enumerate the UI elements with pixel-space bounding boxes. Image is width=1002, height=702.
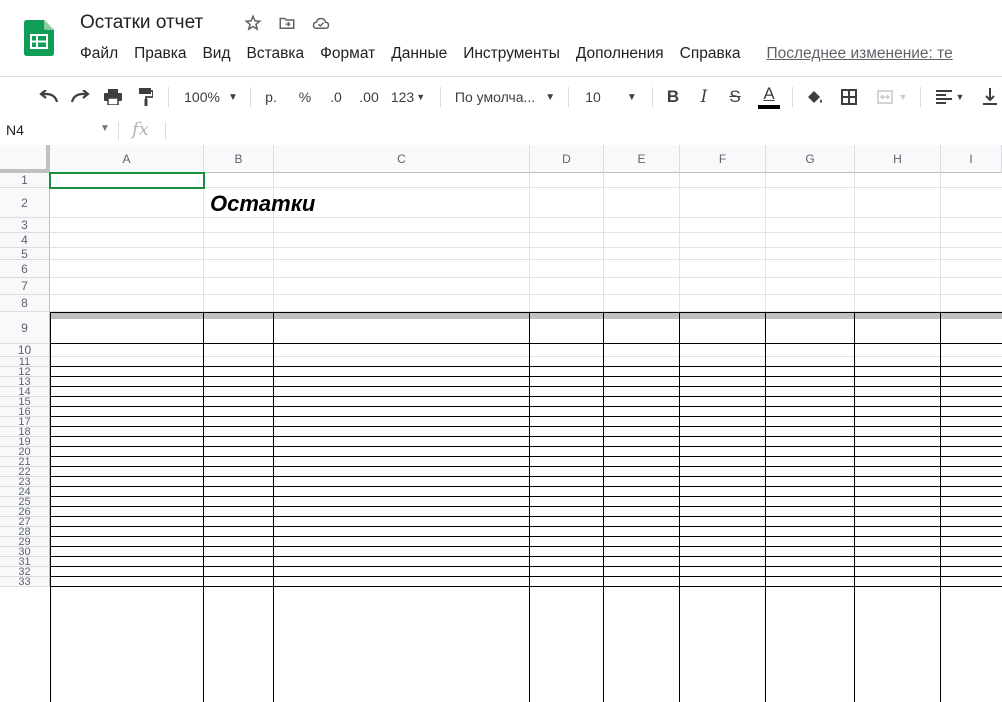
row-header-31[interactable]: 31 <box>0 557 50 567</box>
merge-cells-icon[interactable] <box>870 77 914 117</box>
table-border <box>940 312 941 702</box>
chevron-down-icon: ▼ <box>416 92 426 102</box>
table-border <box>765 312 766 702</box>
column-header-f[interactable]: F <box>680 145 766 173</box>
row-header-4[interactable]: 4 <box>0 233 50 248</box>
row-header-6[interactable]: 6 <box>0 260 50 278</box>
chevron-down-icon: ▼ <box>227 91 238 103</box>
move-folder-icon[interactable] <box>276 12 298 34</box>
chevron-down-icon: ▼ <box>626 91 637 103</box>
zoom-select[interactable] <box>180 77 242 117</box>
row-header-15[interactable]: 15 <box>0 397 50 407</box>
print-icon[interactable] <box>100 77 126 117</box>
function-icon: fx <box>132 119 149 140</box>
row-header-8[interactable]: 8 <box>0 295 50 312</box>
title-bar <box>0 0 1002 76</box>
table-border <box>50 396 1002 397</box>
bold-button[interactable]: B <box>666 87 680 106</box>
table-border <box>50 506 1002 507</box>
table-border <box>50 476 1002 477</box>
row-header-30[interactable]: 30 <box>0 547 50 557</box>
horizontal-align-icon[interactable] <box>930 77 970 117</box>
table-border <box>50 586 1002 587</box>
column-header-e[interactable]: E <box>604 145 680 173</box>
gridline <box>50 217 1002 218</box>
row-header-25[interactable]: 25 <box>0 497 50 507</box>
table-border <box>203 312 204 702</box>
decrease-decimal-button[interactable]: .0 <box>330 89 342 105</box>
row-header-21[interactable]: 21 <box>0 457 50 467</box>
menu-data[interactable]: Данные <box>391 45 448 62</box>
table-border <box>50 576 1002 577</box>
column-header-d[interactable]: D <box>530 145 604 173</box>
row-header-10[interactable]: 10 <box>0 344 50 357</box>
last-edit-link[interactable]: Последнее изменение: те <box>766 45 953 62</box>
table-border <box>50 456 1002 457</box>
column-header-a[interactable]: A <box>50 145 204 173</box>
table-border <box>50 446 1002 447</box>
font-size-select[interactable] <box>578 77 644 117</box>
table-border <box>50 496 1002 497</box>
chevron-down-icon: ▼ <box>545 91 556 103</box>
table-border <box>854 312 855 702</box>
menu-tools[interactable]: Инструменты <box>463 45 560 62</box>
vertical-align-icon[interactable] <box>978 77 1002 117</box>
column-header-g[interactable]: G <box>766 145 855 173</box>
table-border <box>50 526 1002 527</box>
currency-format-button[interactable]: р. <box>265 89 277 105</box>
table-border <box>50 556 1002 557</box>
row-header-22[interactable]: 22 <box>0 467 50 477</box>
table-border <box>50 343 1002 344</box>
row-header-32[interactable]: 32 <box>0 567 50 577</box>
menu-insert[interactable]: Вставка <box>246 45 305 62</box>
table-border <box>50 416 1002 417</box>
chevron-down-icon: ▼ <box>898 92 908 102</box>
name-box[interactable]: N4 <box>6 122 24 138</box>
percent-format-button[interactable]: % <box>298 89 312 105</box>
table-border <box>50 486 1002 487</box>
menu-bar <box>80 45 953 63</box>
row-header-11[interactable]: 11 <box>0 357 50 367</box>
table-header-band <box>50 312 1002 319</box>
document-title[interactable]: Остатки отчет <box>80 12 204 33</box>
menu-view[interactable]: Вид <box>202 45 231 62</box>
italic-button[interactable]: I <box>700 87 708 107</box>
row-header-23[interactable]: 23 <box>0 477 50 487</box>
paint-format-icon[interactable] <box>133 77 159 117</box>
row-header-29[interactable]: 29 <box>0 537 50 547</box>
row-header-2[interactable]: 2 <box>0 188 50 218</box>
table-border <box>50 312 1002 313</box>
table-border <box>50 566 1002 567</box>
gridline <box>50 277 1002 278</box>
font-family-value: По умолча... <box>454 89 536 105</box>
column-header-h[interactable]: H <box>855 145 941 173</box>
row-header-17[interactable]: 17 <box>0 417 50 427</box>
table-border <box>50 366 1002 367</box>
row-header-20[interactable]: 20 <box>0 447 50 457</box>
toolbar <box>0 76 1002 118</box>
row-header-7[interactable]: 7 <box>0 278 50 295</box>
table-border <box>50 546 1002 547</box>
column-header-b[interactable]: B <box>204 145 274 173</box>
font-family-select[interactable] <box>450 77 560 117</box>
selected-cell[interactable] <box>49 172 205 189</box>
name-box-dropdown-icon[interactable]: ▼ <box>100 123 110 134</box>
text-color-swatch <box>758 105 780 109</box>
chevron-down-icon: ▼ <box>955 92 965 102</box>
table-border <box>50 516 1002 517</box>
more-formats-label: 123 <box>390 89 415 105</box>
row-header-19[interactable]: 19 <box>0 437 50 447</box>
report-title: Остатки <box>210 192 316 216</box>
star-icon[interactable] <box>242 12 264 34</box>
cloud-saved-icon[interactable] <box>310 12 332 34</box>
table-border <box>50 312 51 702</box>
row-header-1[interactable]: 1 <box>0 173 50 188</box>
menu-format[interactable]: Формат <box>320 45 376 62</box>
row-header-27[interactable]: 27 <box>0 517 50 527</box>
table-border <box>50 436 1002 437</box>
row-header-12[interactable]: 12 <box>0 367 50 377</box>
row-header-26[interactable]: 26 <box>0 507 50 517</box>
table-border <box>50 406 1002 407</box>
menu-addons[interactable]: Дополнения <box>575 45 664 62</box>
spreadsheet-grid[interactable] <box>0 145 1002 702</box>
table-border <box>50 536 1002 537</box>
redo-icon[interactable] <box>67 77 93 117</box>
zoom-value: 100% <box>184 89 220 105</box>
undo-icon[interactable] <box>36 77 62 117</box>
row-header-33[interactable]: 33 <box>0 577 50 587</box>
select-all-corner[interactable] <box>0 145 50 173</box>
formula-bar <box>0 117 1002 146</box>
gridline <box>50 294 1002 295</box>
table-border <box>529 312 530 702</box>
row-header-28[interactable]: 28 <box>0 527 50 537</box>
table-border <box>50 386 1002 387</box>
menu-file[interactable]: Файл <box>80 45 119 62</box>
borders-icon[interactable] <box>836 77 862 117</box>
fill-color-icon[interactable] <box>802 77 828 117</box>
menu-edit[interactable]: Правка <box>134 45 187 62</box>
table-border <box>679 312 680 702</box>
table-border <box>50 376 1002 377</box>
column-header-c[interactable]: C <box>274 145 530 173</box>
table-border <box>273 312 274 702</box>
row-header-14[interactable]: 14 <box>0 387 50 397</box>
row-header-5[interactable]: 5 <box>0 248 50 260</box>
text-color-button[interactable] <box>756 77 782 117</box>
font-size-value: 10 <box>585 89 601 105</box>
gridline <box>50 259 1002 260</box>
sheets-logo-icon[interactable] <box>24 20 54 56</box>
column-header-i[interactable]: I <box>941 145 1002 173</box>
row-header-18[interactable]: 18 <box>0 427 50 437</box>
text-color-label: A <box>763 83 775 103</box>
increase-decimal-button[interactable]: .00 <box>359 89 379 105</box>
gridline <box>50 232 1002 233</box>
table-border <box>50 466 1002 467</box>
row-header-24[interactable]: 24 <box>0 487 50 497</box>
row-header-13[interactable]: 13 <box>0 377 50 387</box>
gridline <box>50 356 1002 357</box>
more-formats-select[interactable] <box>388 77 428 117</box>
menu-help[interactable]: Справка <box>679 45 741 62</box>
gridline <box>50 247 1002 248</box>
table-border <box>603 312 604 702</box>
table-border <box>50 426 1002 427</box>
row-header-9[interactable]: 9 <box>0 312 50 344</box>
row-header-16[interactable]: 16 <box>0 407 50 417</box>
strikethrough-button[interactable]: S <box>729 87 741 106</box>
row-header-3[interactable]: 3 <box>0 218 50 233</box>
